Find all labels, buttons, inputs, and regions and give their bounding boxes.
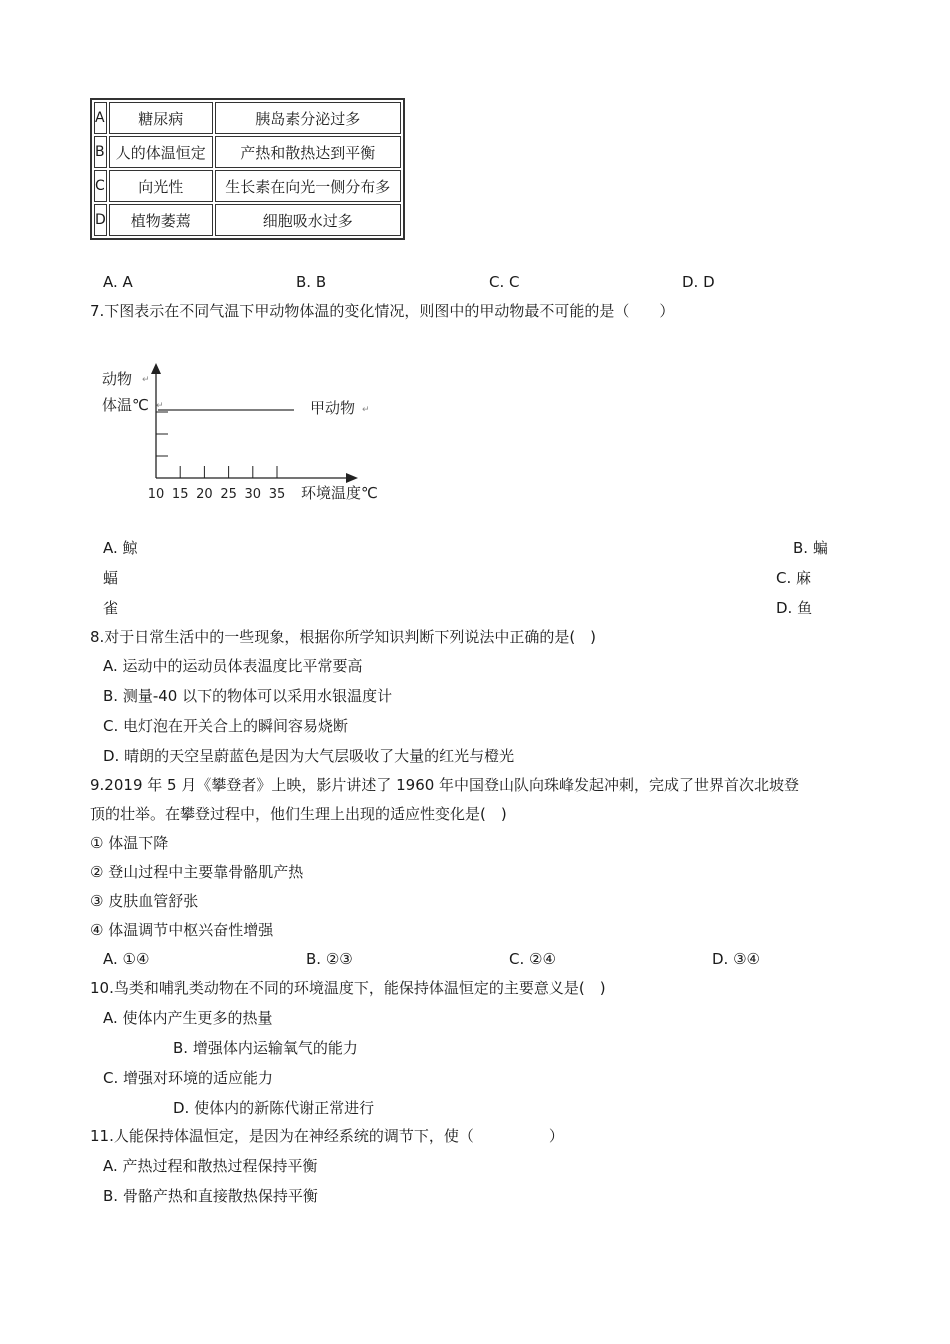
q8-stem: 8.对于日常生活中的一些现象，根据你所学知识判断下列说法中正确的是( ) [90, 628, 597, 646]
q10-stem: 10.鸟类和哺乳类动物在不同的环境温度下，能保持体温恒定的主要意义是( ) [90, 979, 606, 997]
q11-option-a[interactable]: A. 产热过程和散热过程保持平衡 [103, 1157, 318, 1175]
q10-option-a[interactable]: A. 使体内产生更多的热量 [103, 1009, 273, 1027]
small-mark: ↵ [362, 405, 370, 415]
row-explanation: 胰岛素分泌过多 [215, 102, 401, 134]
q7-chart [96, 360, 406, 510]
q9-item-4: ④ 体温调节中枢兴奋性增强 [90, 921, 274, 939]
row-key: D [94, 204, 107, 236]
x-tick-label: 20 [196, 487, 213, 502]
q9-option-d[interactable]: D. ③④ [712, 950, 760, 968]
q9-option-a[interactable]: A. ①④ [103, 950, 150, 968]
q10-option-b[interactable]: B. 增强体内运输氧气的能力 [173, 1039, 358, 1057]
q11-option-b[interactable]: B. 骨骼产热和直接散热保持平衡 [103, 1187, 318, 1205]
x-tick-label: 15 [171, 487, 189, 502]
x-tick-label: 35 [268, 487, 286, 502]
x-tick-label: 25 [220, 487, 237, 502]
row-item: 糖尿病 [109, 102, 213, 134]
q7-option-c-wrap: 雀 [103, 599, 119, 617]
q9-item-2: ② 登山过程中主要靠骨骼肌产热 [90, 863, 304, 881]
q7-option-a[interactable]: A. 鲸 [103, 539, 138, 557]
y-axis-label-line2: 体温℃ [102, 396, 149, 414]
q7-option-b-wrap: 蝠 [103, 569, 119, 587]
q11-stem: 11.人能保持体温恒定，是因为在神经系统的调节下，使（ ） [90, 1127, 564, 1145]
x-axis-arrow [346, 473, 358, 483]
q7-option-c[interactable]: C. 麻 [776, 569, 812, 587]
q6-option-c[interactable]: C. C [489, 273, 520, 291]
q7-stem: 7.下图表示在不同气温下甲动物体温的变化情况，则图中的甲动物最不可能的是（ ） [90, 302, 675, 320]
row-item: 向光性 [109, 170, 213, 202]
q8-option-c[interactable]: C. 电灯泡在开关合上的瞬间容易烧断 [103, 717, 349, 735]
q6-option-a[interactable]: A. A [103, 273, 133, 291]
table-row [94, 170, 401, 202]
q8-option-b[interactable]: B. 测量-40 以下的物体可以采用水银温度计 [103, 687, 393, 705]
table-row [94, 102, 401, 134]
q7-option-b[interactable]: B. 蝙 [793, 539, 828, 557]
row-key: B [94, 136, 107, 168]
q9-item-3: ③ 皮肤血管舒张 [90, 892, 199, 910]
row-explanation: 生长素在向光一侧分布多 [215, 170, 401, 202]
q9-stem-line2: 顶的壮举。在攀登过程中，他们生理上出现的适应性变化是( ) [90, 805, 507, 823]
row-key: C [94, 170, 107, 202]
q9-stem-line1: 9.2019 年 5 月《攀登者》上映，影片讲述了 1960 年中国登山队向珠峰发起冲刺，完成了世界首次北坡登 [90, 776, 800, 794]
series-label: 甲动物 [310, 399, 356, 417]
row-item: 人的体温恒定 [109, 136, 213, 168]
q7-option-d[interactable]: D. 鱼 [776, 599, 813, 617]
small-mark: ↵ [142, 375, 150, 385]
q8-option-d[interactable]: D. 晴朗的天空呈蔚蓝色是因为大气层吸收了大量的红光与橙光 [103, 747, 515, 765]
x-tick-label: 10 [147, 487, 165, 502]
y-axis-label-line1: 动物 [102, 370, 133, 388]
q6-option-d[interactable]: D. D [682, 273, 715, 291]
small-mark: ↵ [156, 401, 164, 411]
row-key: A [94, 102, 107, 134]
table-row [94, 136, 401, 168]
q10-option-d[interactable]: D. 使体内的新陈代谢正常进行 [173, 1099, 375, 1117]
q8-option-a[interactable]: A. 运动中的运动员体表温度比平常要高 [103, 657, 363, 675]
table-row [94, 204, 401, 236]
row-explanation: 产热和散热达到平衡 [215, 136, 401, 168]
x-axis-label: 环境温度℃ [301, 484, 378, 502]
y-axis-arrow [151, 363, 161, 374]
q9-option-b[interactable]: B. ②③ [306, 950, 353, 968]
q10-option-c[interactable]: C. 增强对环境的适应能力 [103, 1069, 274, 1087]
row-explanation: 细胞吸水过多 [215, 204, 401, 236]
x-tick-label: 30 [244, 487, 262, 502]
row-item: 植物萎蔫 [109, 204, 213, 236]
q6-table [90, 98, 405, 240]
q9-option-c[interactable]: C. ②④ [509, 950, 556, 968]
q6-option-b[interactable]: B. B [296, 273, 327, 291]
q9-item-1: ① 体温下降 [90, 834, 169, 852]
